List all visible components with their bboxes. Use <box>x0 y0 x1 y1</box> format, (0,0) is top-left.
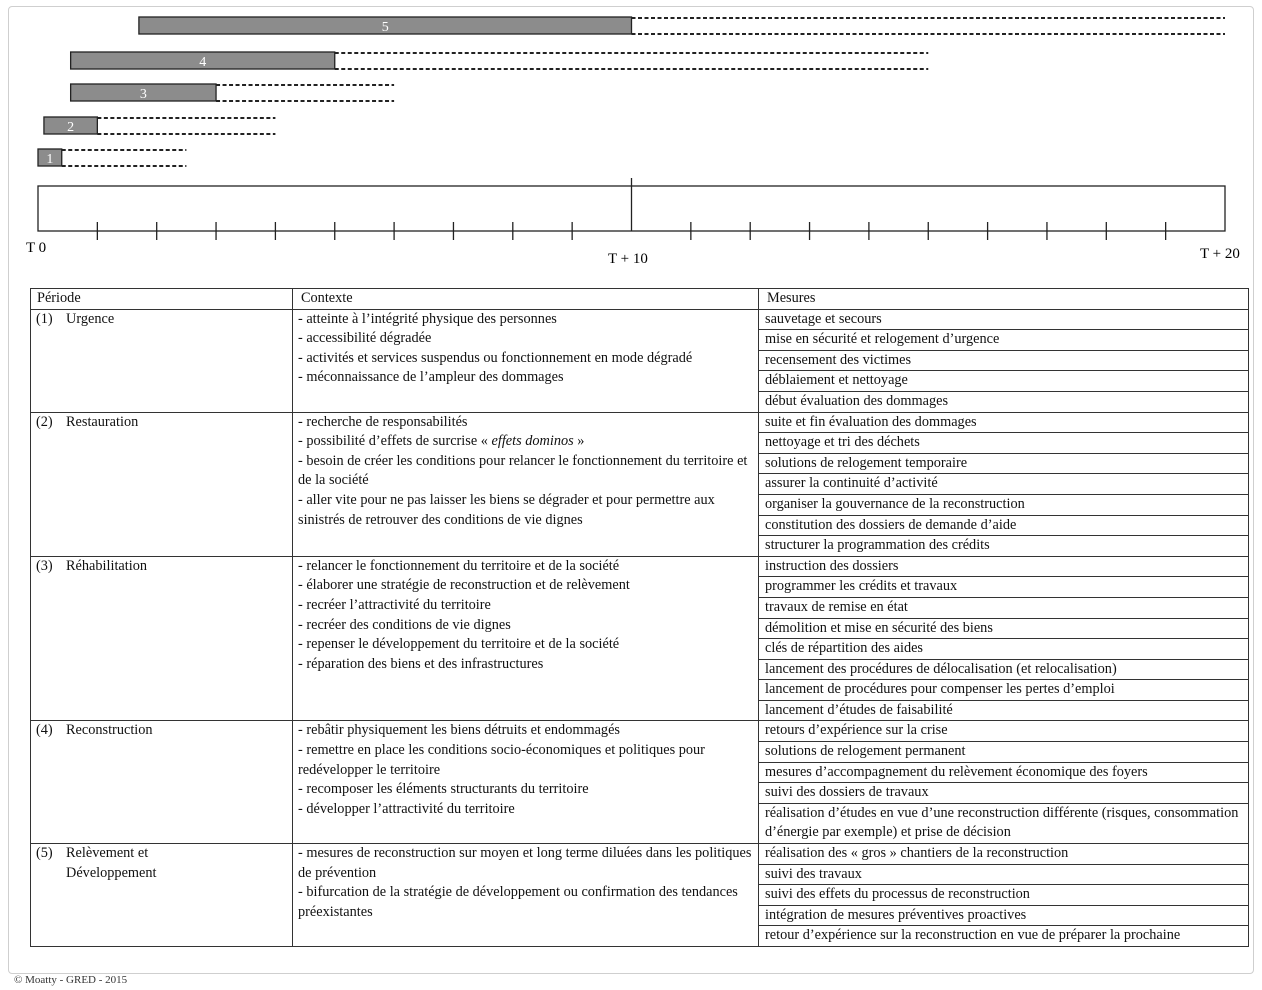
measure-item: recensement des victimes <box>759 351 1248 372</box>
measure-item: travaux de remise en état <box>759 598 1248 619</box>
phase-bar-label: 1 <box>46 152 54 167</box>
period-number: (4) <box>36 722 53 739</box>
context-cell <box>293 844 759 947</box>
phase-bar-1 <box>38 149 186 167</box>
axis-label-start: T 0 <box>26 240 47 256</box>
context-item: - recréer l’attractivité du territoire <box>298 596 491 613</box>
measure-item: retour d’expérience sur la reconstruction en vue de préparer la prochaine <box>765 927 1181 944</box>
measure-item: sauvetage et secours <box>759 310 1248 331</box>
period-cell <box>31 309 293 412</box>
header-measures: Mesures <box>759 289 1249 310</box>
measure-item: clés de répartition des aides <box>759 639 1248 660</box>
period-cell <box>31 556 293 721</box>
measure-item: retours d’expérience sur la crise <box>759 721 1248 742</box>
measure-item: assurer la continuité d’activité <box>759 474 1248 495</box>
measures-cell <box>759 556 1249 721</box>
context-item: - recréer des conditions de vie dignes <box>298 616 511 633</box>
context-item: - aller vite pour ne pas laisser les biens se dégrader et pour permettre aux sinistrés de retrouver des conditions de vie dignes <box>298 491 715 528</box>
context-item: - relancer le fonctionnement du territoire et de la société <box>298 557 620 574</box>
context-item: - mesures de reconstruction sur moyen et long terme diluées dans les politiques de prévention <box>298 845 752 881</box>
measure-item: réalisation d’études en vue d’une reconstruction différente (risques, consommation d’énergie par exemple) et prise de décision <box>765 804 1239 841</box>
context-item: - activités et services suspendus ou fonctionnement en mode dégradé <box>298 349 693 366</box>
measure-item: constitution des dossiers de demande d’aide <box>759 516 1248 537</box>
phase-bar-label: 5 <box>381 20 389 35</box>
measures-cell <box>759 721 1249 844</box>
period-name <box>66 310 114 330</box>
measure-item: solutions de relogement permanent <box>759 742 1248 763</box>
table-header-row <box>31 289 1249 310</box>
header-context: Contexte <box>293 289 759 310</box>
period-name <box>66 557 147 577</box>
context-item: - méconnaissance de l’ampleur des dommages <box>298 369 564 386</box>
period-name-line: Urgence <box>66 310 115 327</box>
period-cell <box>31 721 293 844</box>
context-item: - remettre en place les conditions socio-économiques et politiques pour redévelopper le territoire <box>298 742 705 778</box>
period-number: (5) <box>36 845 53 862</box>
context-item: - bifurcation de la stratégie de développement ou confirmation des tendances préexistantes <box>298 884 738 920</box>
period-name <box>66 721 153 741</box>
phase-bar-label: 4 <box>199 55 207 70</box>
measure-item: début évaluation des dommages <box>765 392 949 409</box>
measure-item: suite et fin évaluation des dommages <box>759 413 1248 434</box>
period-cell <box>31 412 293 556</box>
measure-item: lancement d’études de faisabilité <box>765 701 953 718</box>
phase-bar-label: 2 <box>67 120 75 135</box>
table-row <box>31 309 1249 412</box>
context-item: - possibilité d’effets de surcrise « effets dominos » <box>298 433 585 450</box>
measure-item: organiser la gouvernance de la reconstruction <box>759 495 1248 516</box>
measure-item: lancement de procédures pour compenser les pertes d’emploi <box>759 680 1248 701</box>
measure-item: structurer la programmation des crédits <box>765 537 990 554</box>
table-row <box>31 556 1249 721</box>
measure-item: suivi des travaux <box>759 865 1248 886</box>
measure-item: suivi des effets du processus de reconstruction <box>759 885 1248 906</box>
measure-item: instruction des dossiers <box>759 557 1248 578</box>
context-cell <box>293 721 759 844</box>
context-item: - développer l’attractivité du territoire <box>298 800 515 817</box>
context-item: - réparation des biens et des infrastructures <box>298 655 544 672</box>
phase-bar-3 <box>71 84 394 102</box>
period-number: (2) <box>36 413 53 430</box>
measure-item: réalisation des « gros » chantiers de la reconstruction <box>759 844 1248 865</box>
context-item: - recherche de responsabilités <box>298 413 468 430</box>
measure-item: lancement des procédures de délocalisation (et relocalisation) <box>759 660 1248 681</box>
context-item: - atteinte à l’intégrité physique des personnes <box>298 310 557 327</box>
phase-bar-4 <box>71 52 929 70</box>
context-item: - rebâtir physiquement les biens détruits et endommagés <box>298 722 620 739</box>
measures-cell <box>759 844 1249 947</box>
period-name-line: Relèvement et <box>66 845 149 862</box>
measure-item: programmer les crédits et travaux <box>759 577 1248 598</box>
measure-item: mesures d’accompagnement du relèvement économique des foyers <box>759 763 1248 784</box>
context-cell <box>293 556 759 721</box>
table-row <box>31 844 1249 947</box>
measure-item: démolition et mise en sécurité des biens <box>759 619 1248 640</box>
period-cell <box>31 844 293 947</box>
header-period: Période <box>31 289 293 310</box>
period-name-line: Développement <box>66 864 157 881</box>
measure-item: nettoyage et tri des déchets <box>759 433 1248 454</box>
measure-item: mise en sécurité et relogement d’urgence <box>759 330 1248 351</box>
period-name-line: Réhabilitation <box>66 557 147 574</box>
context-item: - accessibilité dégradée <box>298 330 432 347</box>
period-name <box>66 413 138 433</box>
phase-bar-5 <box>139 17 1225 35</box>
period-number: (1) <box>36 310 53 327</box>
context-cell <box>293 309 759 412</box>
period-name <box>66 844 157 883</box>
period-name-line: Restauration <box>66 413 139 430</box>
context-item: - besoin de créer les conditions pour relancer le fonctionnement du territoire et de la société <box>298 452 748 489</box>
table-row <box>31 721 1249 844</box>
axis-label-end: T + 20 <box>1200 246 1240 262</box>
measure-item: suivi des dossiers de travaux <box>759 783 1248 804</box>
phase-bar-2 <box>44 117 275 135</box>
period-name-line: Reconstruction <box>66 722 153 739</box>
measure-item: intégration de mesures préventives proactives <box>759 906 1248 927</box>
phase-timeline <box>0 0 1262 280</box>
phases-table <box>30 288 1249 947</box>
phase-bar-label: 3 <box>139 87 147 102</box>
measure-item: déblaiement et nettoyage <box>759 371 1248 392</box>
table-row <box>31 412 1249 556</box>
context-item: - repenser le développement du territoire et de la société <box>298 636 620 653</box>
measures-cell <box>759 412 1249 556</box>
measures-cell <box>759 309 1249 412</box>
context-cell <box>293 412 759 556</box>
copyright-note: © Moatty - GRED - 2015 <box>14 974 128 986</box>
context-item: - recomposer les éléments structurants du territoire <box>298 781 589 798</box>
axis-label-mid: T + 10 <box>608 251 648 267</box>
measure-item: solutions de relogement temporaire <box>759 454 1248 475</box>
context-item: - élaborer une stratégie de reconstruction et de relèvement <box>298 577 630 594</box>
period-number: (3) <box>36 557 53 574</box>
